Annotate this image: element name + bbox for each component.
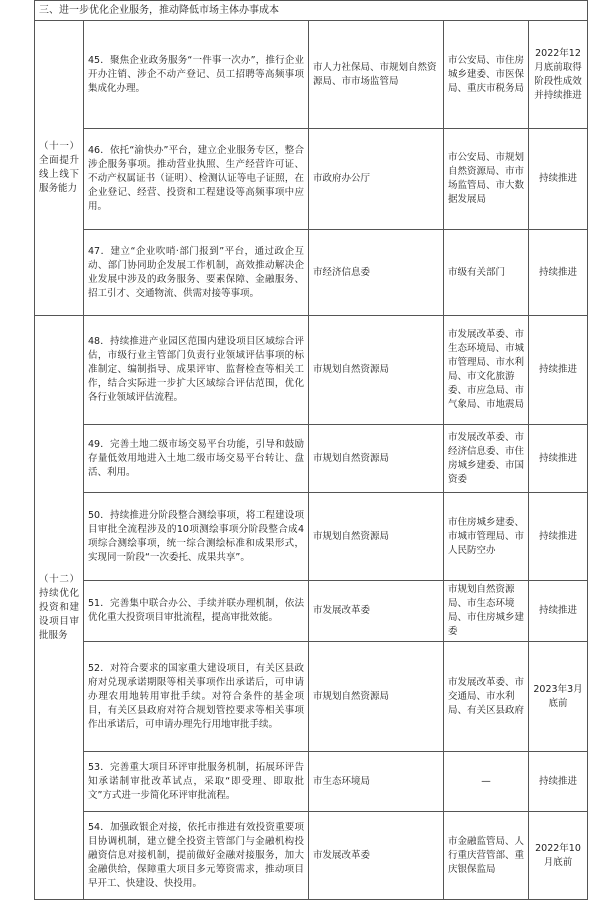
task-cell: 47．建立“企业吹哨·部门报到”平台，通过政企互动、部门协同助企发展工作机制，高效推动解决企业发展中涉及的政务服务、要素保障、金融服务、招工引才、交通物流、供需对接等事项。	[84, 230, 309, 316]
lead-dept-cell: 市规划自然资源局	[309, 425, 444, 493]
deadline-cell: 持续推进	[529, 230, 588, 316]
coop-dept-cell: 市发展改革委、市交通局、市水利局、有关区县政府	[444, 642, 529, 752]
deadline-cell: 持续推进	[529, 752, 588, 812]
task-cell: 48．持续推进产业园区范围内建设项目区域综合评估，市级行业主管部门负责行业领域评估事项的标准制定、编制指导、成果评审、监督检查等相关工作，结合实际进一步扩大区域综合评估范围，优化各行业领域评估流程。	[84, 316, 309, 425]
task-cell: 54．加强政银企对接，依托市推进有效投资重要项目协调机制，建立健全投资主管部门与金融机构投融资信息对接机制，提前做好金融对接服务，加大金融供给，保障重大项目多元筹资需求，推动项目早开工、快建设、快投用。	[84, 812, 309, 900]
deadline-cell: 2023年3月底前	[529, 642, 588, 752]
task-cell: 50．持续推进分阶段整合测绘事项，将工程建设项目审批全流程涉及的10项测绘事项分阶段整合成4项综合测绘事项，统一综合测绘标准和成果形式，实现同一阶段“一次委托、成果共享”。	[84, 493, 309, 581]
coop-dept-cell: 市住房城乡建委、市城市管理局、市人民防空办	[444, 493, 529, 581]
deadline-cell: 持续推进	[529, 581, 588, 642]
coop-dept-cell: 市发展改革委、市经济信息委、市住房城乡建委、市国资委	[444, 425, 529, 493]
table-row	[35, 812, 588, 900]
category-cell: （十一）全面提升线上线下服务能力	[35, 21, 84, 316]
lead-dept-cell: 市经济信息委	[309, 230, 444, 316]
page-left-margin	[0, 0, 34, 896]
table-row	[35, 752, 588, 812]
lead-dept-cell: 市生态环境局	[309, 752, 444, 812]
coop-dept-cell: 市发展改革委、市生态环境局、市城市管理局、市水利局、市文化旅游委、市应急局、市气象局、市地震局	[444, 316, 529, 425]
table-row	[35, 230, 588, 316]
lead-dept-cell: 市规划自然资源局	[309, 316, 444, 425]
deadline-cell: 持续推进	[529, 316, 588, 425]
deadline-cell: 持续推进	[529, 129, 588, 230]
coop-dept-cell: 市金融监管局、人行重庆营管部、重庆银保监局	[444, 812, 529, 900]
section-header-row	[35, 1, 588, 21]
coop-dept-cell: 市公安局、市规划自然资源局、市市场监管局、市大数据发展局	[444, 129, 529, 230]
category-cell: （十二）持续优化投资和建设项目审批服务	[35, 316, 84, 900]
deadline-cell: 持续推进	[529, 425, 588, 493]
section-title: 三、进一步优化企业服务，推动降低市场主体办事成本	[35, 1, 588, 21]
table-row	[35, 316, 588, 425]
policy-task-table	[34, 0, 588, 900]
lead-dept-cell: 市发展改革委	[309, 812, 444, 900]
lead-dept-cell: 市规划自然资源局	[309, 642, 444, 752]
lead-dept-cell: 市人力社保局、市规划自然资源局、市市场监管局	[309, 21, 444, 129]
table-row	[35, 425, 588, 493]
deadline-cell: 持续推进	[529, 493, 588, 581]
table-row	[35, 129, 588, 230]
task-cell: 51．完善集中联合办公、手续并联办理机制，依法优化重大投资项目审批流程，提高审批效能。	[84, 581, 309, 642]
coop-dept-cell: 市公安局、市住房城乡建委、市医保局、重庆市税务局	[444, 21, 529, 129]
coop-dept-cell: —	[444, 752, 529, 812]
task-cell: 53．完善重大项目环评审批服务机制，拓展环评告知承诺制审批改革试点，采取“即受理、即取批文”方式进一步简化环评审批流程。	[84, 752, 309, 812]
table-row	[35, 642, 588, 752]
lead-dept-cell: 市政府办公厅	[309, 129, 444, 230]
deadline-cell: 2022年10月底前	[529, 812, 588, 900]
task-cell: 52．对符合要求的国家重大建设项目，有关区县政府对兑现承诺期限等相关事项作出承诺后，可申请办理农用地转用审批手续。对符合条件的基金项目，有关区县政府对符合规划管控要求等相关事项作出承诺后，可申请办理先行用地审批手续。	[84, 642, 309, 752]
task-cell: 46．依托“渝快办”平台，建立企业服务专区，整合涉企服务事项。推动营业执照、生产经营许可证、不动产权属证书（证明）、检测认证等电子证照，在企业登记、经营、投资和工程建设等高频事项中应用。	[84, 129, 309, 230]
task-cell: 49．完善土地二级市场交易平台功能，引导和鼓励存量低效用地进入土地二级市场交易平台转让、盘活、利用。	[84, 425, 309, 493]
lead-dept-cell: 市规划自然资源局	[309, 493, 444, 581]
coop-dept-cell: 市规划自然资源局、市生态环境局、市住房城乡建委	[444, 581, 529, 642]
coop-dept-cell: 市级有关部门	[444, 230, 529, 316]
table-row	[35, 581, 588, 642]
deadline-cell: 2022年12月底前取得阶段性成效并持续推进	[529, 21, 588, 129]
table-row	[35, 493, 588, 581]
lead-dept-cell: 市发展改革委	[309, 581, 444, 642]
table-row	[35, 21, 588, 129]
task-cell: 45．聚焦企业政务服务“一件事一次办”，推行企业开办注销、涉企不动产登记、员工招聘等高频事项集成化办理。	[84, 21, 309, 129]
